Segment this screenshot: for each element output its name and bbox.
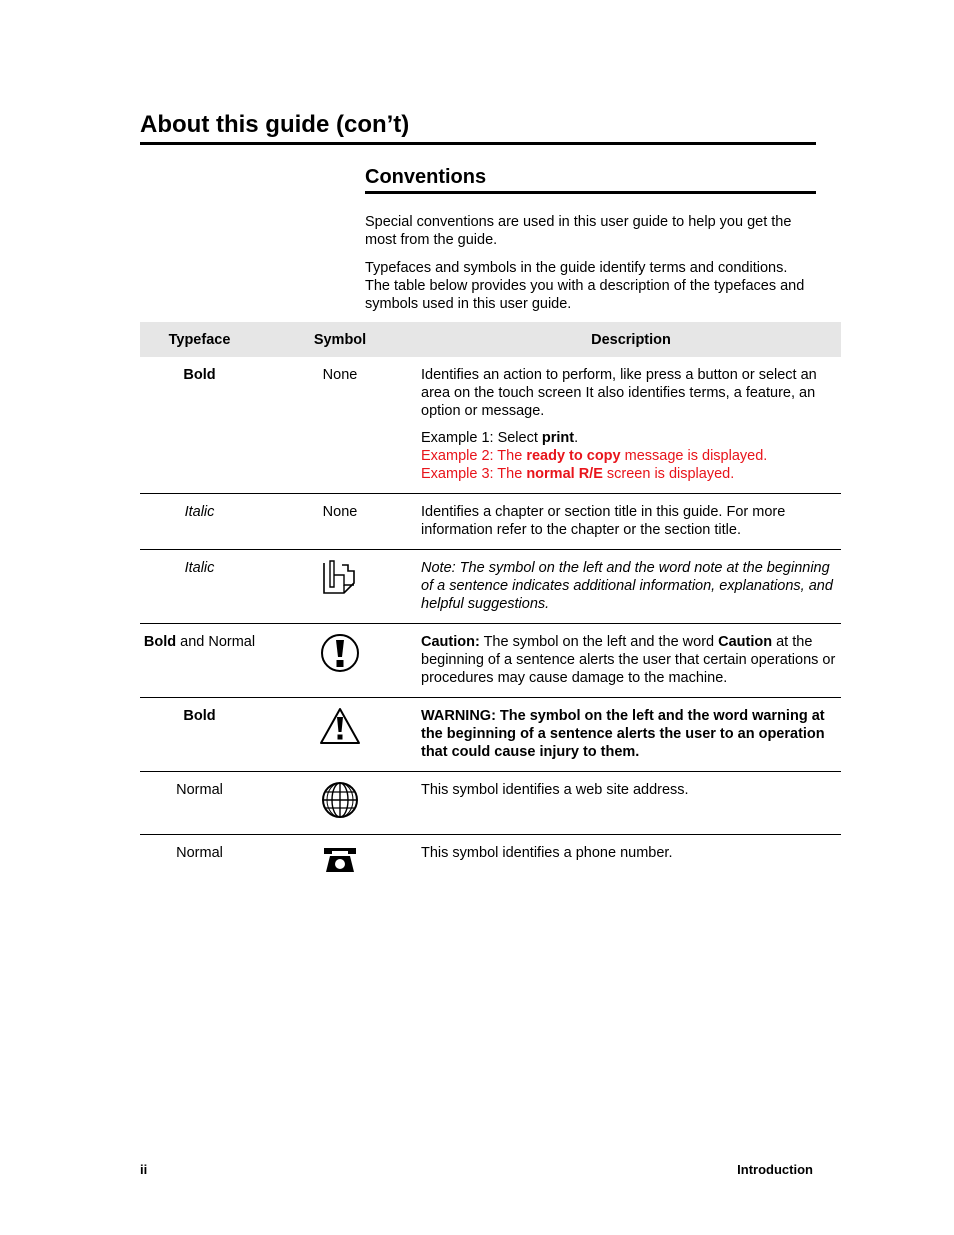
table-row: [140, 357, 841, 494]
symbol-cell: [259, 772, 421, 835]
typeface-cell: [140, 624, 259, 698]
conventions-table: [140, 322, 841, 891]
example-term: print: [541, 430, 575, 446]
symbol-cell: None: [259, 357, 421, 494]
example-text: screen is displayed.: [602, 466, 735, 482]
example-text: Example 2: The: [421, 448, 527, 464]
symbol-cell: [259, 698, 421, 772]
table-row: [140, 624, 841, 698]
intro-paragraph: Typefaces and symbols in the guide identify terms and conditions. The table below provides you with a description of the typefaces and symbols used in this user guide.: [365, 260, 805, 312]
example-3: [421, 465, 841, 483]
table-row: [140, 772, 841, 835]
description-text: The symbol on the left and the word: [479, 634, 719, 650]
globe-icon: [321, 781, 359, 819]
symbol-cell: [259, 624, 421, 698]
description-cell: [421, 624, 841, 698]
example-text: message is displayed.: [620, 448, 768, 464]
example-2: [421, 447, 841, 465]
description-text: Identifies an action to perform, like press a button or select an area on the touch screen It also identifies terms, a feature, an option or message.: [421, 367, 817, 419]
typeface-cell: Italic: [140, 550, 259, 624]
example-text: .: [574, 430, 579, 446]
table-header-row: [140, 322, 841, 357]
typeface-bold: Bold: [143, 634, 177, 650]
description-cell: This symbol identifies a phone number.: [421, 845, 673, 861]
table-row: [140, 698, 841, 772]
table-row: [140, 550, 841, 624]
typeface-cell: Normal: [176, 845, 223, 861]
typeface-cell: Bold: [140, 698, 259, 772]
header-symbol: Symbol: [259, 322, 421, 357]
table-row: [140, 835, 841, 892]
section-title: Conventions: [365, 164, 816, 194]
warning-icon: [319, 707, 361, 745]
typeface-cell: Normal: [140, 772, 259, 835]
typeface-normal: and Normal: [176, 634, 256, 650]
description-cell: Note: The symbol on the left and the word note at the beginning of a sentence indicates additional information, explanations, and helpful suggestions.: [421, 550, 841, 624]
symbol-cell: [259, 835, 421, 892]
page-number: ii: [140, 1162, 148, 1177]
example-text: Example 1: Select: [421, 430, 542, 446]
symbol-cell: None: [259, 494, 421, 550]
footer-section-name: Introduction: [737, 1162, 813, 1177]
intro-paragraph: Special conventions are used in this user guide to help you get the most from the guide.: [365, 214, 792, 248]
caution-label: Caution:: [421, 634, 480, 650]
description-cell: [421, 357, 841, 494]
header-description: Description: [421, 322, 841, 357]
caution-term: Caution: [718, 634, 773, 650]
phone-icon: [322, 844, 358, 876]
note-icon: [320, 559, 360, 597]
typeface-cell: Bold: [140, 357, 259, 494]
header-typeface: Typeface: [140, 322, 259, 357]
typeface-cell: Italic: [140, 494, 259, 550]
example-term: normal R/E: [526, 466, 603, 482]
page-title: About this guide (con’t): [140, 110, 816, 145]
table-row: [140, 494, 841, 550]
description-cell: WARNING: The symbol on the left and the word warning at the beginning of a sentence alerts the user to an operation that could cause injury to them.: [421, 698, 841, 772]
description-text: at the beginning of a sentence alerts the user that certain operations or procedures may cause damage to the machine.: [421, 634, 836, 686]
symbol-cell: [259, 550, 421, 624]
example-term: ready to copy: [526, 448, 621, 464]
description-cell: Identifies a chapter or section title in this guide. For more information refer to the chapter or the section title.: [421, 494, 841, 550]
description-cell: This symbol identifies a web site address.: [421, 772, 841, 835]
example-text: Example 3: The: [421, 466, 527, 482]
caution-icon: [320, 633, 360, 673]
example-1: [421, 429, 841, 447]
